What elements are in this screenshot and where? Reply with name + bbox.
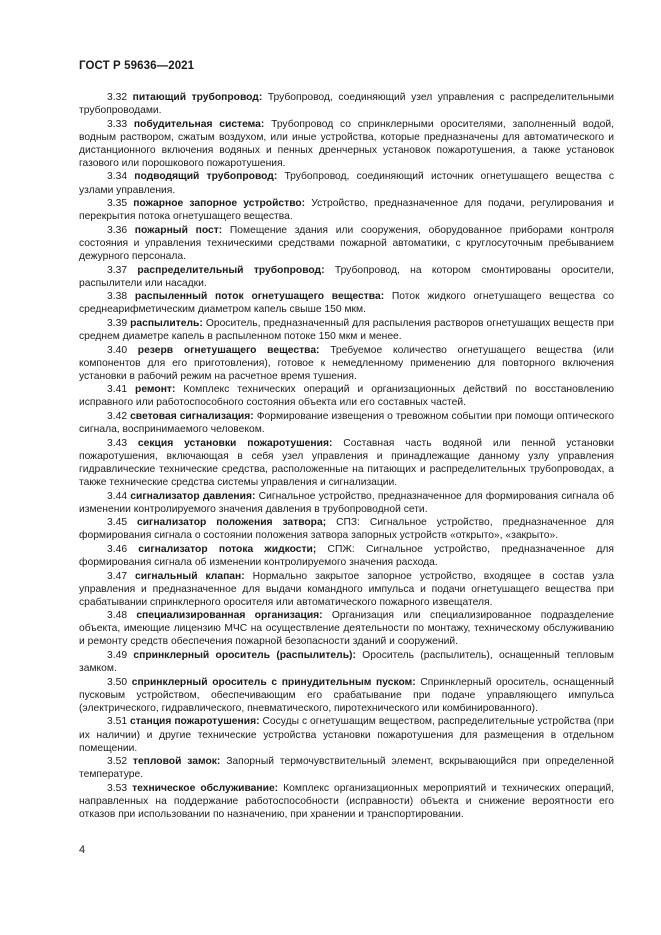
entry-definition: Сигнальное устройство, предназначенное для формирования сигнала об изменении контролируемого значения давления в трубопроводной сети. [79, 490, 614, 515]
entry-term: сигнализатор давления: [130, 490, 256, 502]
entry-number: 3.38 [107, 291, 128, 303]
entry-term: сигнальный клапан: [135, 570, 245, 582]
definition-entry [79, 410, 614, 436]
definition-entry [79, 755, 614, 781]
entry-term: пожарное запорное устройство: [133, 198, 306, 210]
entry-definition: Организация или специализированное подразделение объекта, имеющие лицензию МЧС на осуществление деятельности по монтажу, техническому обслуживанию и ремонту средств обеспечения пожарной безопасности зданий и сооружений. [79, 610, 614, 648]
entry-definition: Спринклерный ороситель, оснащенный пусковым устройством, обеспечивающим его срабатывание при подаче управляющего импульса (электрического, гидравлического, пневматического, пиротехнического или комбинированного). [79, 676, 614, 714]
entry-definition: Ороситель, предназначенный для распыления растворов огнетушащих веществ при среднем диаметре капель в распыленном потоке 150 мкм и менее. [79, 317, 614, 342]
entry-definition: Трубопровод, на котором смонтированы оросители, распылители или насадки. [79, 264, 614, 289]
entry-term: пожарный пост: [134, 224, 223, 236]
entry-number: 3.42 [107, 411, 128, 423]
definition-entry [79, 224, 614, 263]
entry-number: 3.45 [107, 517, 128, 529]
entry-number: 3.50 [107, 676, 128, 688]
entry-number: 3.39 [107, 317, 128, 329]
entry-definition: Устройство, предназначенное для подачи, регулирования и перекрытия потока огнетушащего вещества. [79, 198, 614, 223]
entry-definition: Трубопровод, соединяющий узел управления с распределительными трубопроводами. [79, 92, 614, 117]
entry-term: сигнализатор положения затвора; [136, 517, 327, 529]
entry-number: 3.48 [107, 610, 128, 622]
entry-definition: Сосуды с огнетушащим веществом, распределительные устройства (при их наличии) и другие технические устройства установки пожаротушения для размещения в отдельном помещении. [79, 716, 614, 754]
entry-definition: Нормально закрытое запорное устройство, входящее в состав узла управления и предназначенное для выдачи командного импульса и подачи огнетушащего вещества при срабатывании спринклерного оросителя или автоматического пожарного извещателя. [79, 570, 614, 608]
definition-entry [79, 383, 614, 409]
definition-entry [79, 609, 614, 648]
entry-term: спринклерный ороситель (распылитель): [133, 650, 356, 662]
entry-definition: Формирование извещения о тревожном событии при помощи оптического сигнала, воспринимаемого человеком. [79, 411, 614, 436]
entry-term: тепловой замок: [132, 756, 221, 768]
definition-entry [79, 570, 614, 609]
definition-entry [79, 170, 614, 196]
entry-term: распылитель: [130, 317, 203, 329]
document-header: ГОСТ Р 59636—2021 [79, 60, 195, 72]
entry-number: 3.40 [107, 344, 128, 356]
entry-number: 3.33 [107, 118, 128, 130]
definition-entry [79, 264, 614, 290]
entry-number: 3.35 [107, 198, 128, 210]
entry-term: сигнализатор потока жидкости; [138, 543, 317, 555]
definition-entry [79, 91, 614, 117]
entry-term: секция установки пожаротушения: [137, 437, 333, 449]
entry-term: подводящий трубопровод: [134, 171, 278, 183]
entry-term: специализированная организация: [136, 610, 323, 622]
entry-number: 3.46 [107, 543, 128, 555]
entry-term: станция пожаротушения: [130, 716, 260, 728]
definition-entry [79, 516, 614, 542]
entry-number: 3.51 [107, 716, 128, 728]
entry-number: 3.47 [107, 570, 128, 582]
definition-entry [79, 715, 614, 754]
definition-entry [79, 437, 614, 489]
entry-term: спринклерный ороситель с принудительным пуском: [131, 676, 416, 688]
definition-entry [79, 290, 614, 316]
entry-number: 3.52 [107, 756, 128, 768]
entry-definition: Трубопровод со спринклерными оросителями, заполненный водой, водным раствором, сжатым воздухом, или иные устройства, которые предназначены для автоматического и дистанционного включения водяных и пенных дренчерных установок пожаротушения, а также установок газового или порошкового пожаротушения. [79, 118, 614, 169]
definition-entry [79, 649, 614, 675]
entry-number: 3.41 [107, 384, 128, 396]
definition-entry [79, 490, 614, 516]
entry-definition: Комплекс технических операций и организационных действий по восстановлению исправного или работоспособного состояния объекта или его составных частей. [79, 384, 614, 409]
entry-number: 3.53 [107, 782, 128, 794]
entry-definition: Комплекс организационных мероприятий и технических операций, направленных на поддержание работоспособности (исправности) объекта и снижение вероятности его отказов при использовании по назначению, при хранении и транспортировании. [79, 782, 614, 820]
entry-term: ремонт: [135, 384, 176, 396]
entry-number: 3.37 [107, 264, 128, 276]
entry-number: 3.32 [107, 92, 128, 103]
entry-term: распыленный поток огнетушащего вещества: [134, 291, 385, 303]
definition-entry [79, 197, 614, 223]
definition-entry [79, 782, 614, 821]
definition-entry [79, 676, 614, 715]
definition-entry [79, 118, 614, 170]
definition-entry [79, 317, 614, 343]
entry-definition: Помещение здания или сооружения, оборудованное приборами контроля состояния и управления техническими средствами пожарной автоматики, с круглосуточным пребыванием дежурного персонала. [79, 224, 614, 262]
entry-definition: Запорный термочувствительный элемент, вскрывающийся при определенной температуре. [79, 756, 614, 781]
entry-definition: Трубопровод, соединяющий источник огнетушащего вещества с узлами управления. [79, 171, 614, 196]
entry-term: резерв огнетушащего вещества: [137, 344, 320, 356]
entry-definition: СПЖ: Сигнальное устройство, предназначенное для формирования сигнала об изменении контролируемого значения расхода. [79, 543, 614, 568]
entry-number: 3.34 [107, 171, 128, 183]
entry-term: световая сигнализация: [130, 411, 254, 423]
entry-term: техническое обслуживание: [132, 782, 279, 794]
entry-definition: Требуемое количество огнетушащего вещества (или компонентов для его приготовления), готовое к немедленному применению для повторного включения установки в рабочий режим на расчетное время тушения. [79, 344, 614, 382]
entry-term: питающий трубопровод: [132, 92, 263, 103]
entry-definition: Составная часть водяной или пенной установки пожаротушения, включающая в себя узел управления и принадлежащие данному узлу управления гидравлические технические средства, расположенные на питающих и распределительных трубопроводах, а также технические средства системы управления и сигнализации. [79, 437, 614, 488]
entry-number: 3.49 [107, 650, 128, 662]
entry-number: 3.36 [107, 224, 128, 236]
entry-term: побудительная система: [133, 118, 265, 130]
entry-number: 3.44 [107, 490, 128, 502]
document-body [79, 91, 614, 822]
definition-entry [79, 543, 614, 569]
entry-definition: СПЗ: Сигнальное устройство, предназначенное для формирования сигнала о состоянии положения затвора запорных устройств «открыто», «закрыто». [79, 517, 614, 542]
entry-definition: Ороситель (распылитель), оснащенный тепловым замком. [79, 650, 614, 675]
definition-entry [79, 344, 614, 383]
entry-definition: Поток жидкого огнетушащего вещества со среднеарифметическим диаметром капель свыше 150 мкм. [79, 291, 614, 316]
entry-term: распределительный трубопровод: [137, 264, 325, 276]
entry-number: 3.43 [107, 437, 128, 449]
page-number: 4 [79, 844, 86, 856]
